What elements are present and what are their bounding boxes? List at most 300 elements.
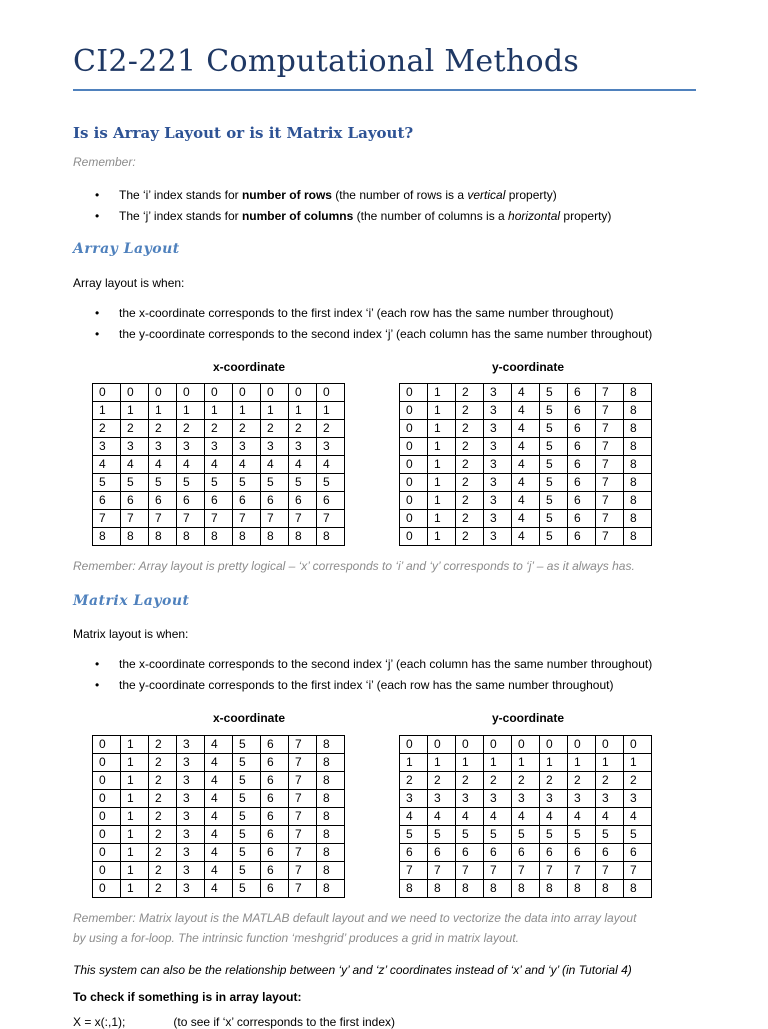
table-cell: 7 — [289, 862, 317, 880]
table-cell: 6 — [261, 808, 289, 826]
table-cell: 4 — [205, 736, 233, 754]
table-cell: 1 — [428, 456, 456, 474]
matrix-layout-heading: Matrix Layout — [73, 593, 190, 609]
table-cell: 2 — [317, 420, 345, 438]
table-cell: 7 — [289, 736, 317, 754]
table-cell: 0 — [93, 808, 121, 826]
table-cell: 2 — [289, 420, 317, 438]
code-line — [73, 1015, 395, 1029]
table-cell: 3 — [177, 772, 205, 790]
table-cell: 2 — [149, 880, 177, 898]
table-cell: 7 — [177, 510, 205, 528]
table-cell: 8 — [317, 790, 345, 808]
table-cell: 6 — [400, 844, 428, 862]
table-cell: 2 — [456, 402, 484, 420]
document-title: CI2-221 Computational Methods — [73, 44, 580, 79]
table-row — [93, 474, 345, 492]
table-cell: 1 — [289, 402, 317, 420]
table-cell: 6 — [568, 402, 596, 420]
table-cell: 8 — [624, 420, 652, 438]
matrix-x-caption: x-coordinate — [212, 711, 285, 725]
table-cell: 8 — [317, 528, 345, 546]
table-cell: 1 — [205, 402, 233, 420]
table-cell: 1 — [121, 736, 149, 754]
array-x-caption: x-coordinate — [212, 360, 285, 374]
table-cell: 6 — [568, 510, 596, 528]
table-cell: 5 — [233, 880, 261, 898]
table-cell: 1 — [121, 754, 149, 772]
table-cell: 2 — [456, 528, 484, 546]
table-cell: 7 — [289, 844, 317, 862]
table-cell: 4 — [177, 456, 205, 474]
table-cell: 8 — [400, 880, 428, 898]
table-row — [400, 808, 652, 826]
table-cell: 2 — [456, 474, 484, 492]
table-cell: 1 — [484, 754, 512, 772]
table-cell: 5 — [233, 754, 261, 772]
table-cell: 7 — [121, 510, 149, 528]
table-cell: 1 — [121, 790, 149, 808]
bullet-text: property) — [560, 209, 612, 223]
table-cell: 1 — [121, 862, 149, 880]
table-row — [400, 754, 652, 772]
table-cell: 4 — [624, 808, 652, 826]
table-cell: 2 — [456, 384, 484, 402]
table-cell: 2 — [93, 420, 121, 438]
table-cell: 5 — [624, 826, 652, 844]
table-row — [93, 510, 345, 528]
table-cell: 4 — [205, 772, 233, 790]
table-cell: 0 — [400, 492, 428, 510]
table-cell: 3 — [428, 790, 456, 808]
table-cell: 6 — [568, 438, 596, 456]
table-cell: 6 — [568, 420, 596, 438]
table-cell: 5 — [540, 492, 568, 510]
table-cell: 1 — [121, 808, 149, 826]
table-row — [93, 420, 345, 438]
table-cell: 1 — [428, 474, 456, 492]
table-cell: 1 — [428, 384, 456, 402]
table-cell: 0 — [400, 402, 428, 420]
bullet-text: (the number of columns is a — [353, 209, 509, 223]
table-cell: 6 — [456, 844, 484, 862]
table-cell: 3 — [205, 438, 233, 456]
table-row — [400, 790, 652, 808]
table-cell: 4 — [512, 808, 540, 826]
table-cell: 4 — [456, 808, 484, 826]
table-cell: 7 — [149, 510, 177, 528]
table-cell: 8 — [624, 492, 652, 510]
table-cell: 1 — [428, 528, 456, 546]
table-cell: 8 — [456, 880, 484, 898]
table-cell: 2 — [149, 420, 177, 438]
array-layout-bullets — [73, 303, 652, 345]
table-cell: 8 — [540, 880, 568, 898]
table-cell: 6 — [568, 528, 596, 546]
table-cell: 5 — [484, 826, 512, 844]
table-row — [400, 402, 652, 420]
table-cell: 8 — [205, 528, 233, 546]
system-note: This system can also be the relationship between ‘y’ and ‘z’ coordinates instead of ‘x’ and ‘y’ (in Tutorial 4) — [73, 963, 632, 977]
bullet-icon: • — [95, 209, 100, 223]
table-cell: 0 — [568, 736, 596, 754]
table-cell: 3 — [624, 790, 652, 808]
table-cell: 1 — [121, 880, 149, 898]
table-row — [400, 826, 652, 844]
table-row — [400, 862, 652, 880]
table-row — [93, 808, 345, 826]
check-heading: To check if something is in array layout: — [73, 990, 302, 1004]
array-y-table — [399, 383, 652, 546]
table-cell: 5 — [540, 528, 568, 546]
table-cell: 0 — [93, 384, 121, 402]
table-cell: 7 — [456, 862, 484, 880]
table-cell: 7 — [261, 510, 289, 528]
table-cell: 2 — [596, 772, 624, 790]
table-cell: 6 — [149, 492, 177, 510]
table-cell: 7 — [289, 772, 317, 790]
table-cell: 0 — [289, 384, 317, 402]
table-row — [400, 528, 652, 546]
table-cell: 5 — [121, 474, 149, 492]
table-cell: 6 — [261, 826, 289, 844]
list-item — [73, 303, 652, 324]
table-cell: 7 — [289, 826, 317, 844]
table-cell: 3 — [596, 790, 624, 808]
table-cell: 0 — [596, 736, 624, 754]
table-row — [93, 456, 345, 474]
table-cell: 0 — [624, 736, 652, 754]
table-cell: 2 — [456, 456, 484, 474]
table-cell: 3 — [177, 808, 205, 826]
table-cell: 5 — [93, 474, 121, 492]
table-cell: 8 — [233, 528, 261, 546]
list-item — [73, 324, 652, 345]
table-cell: 8 — [624, 528, 652, 546]
table-cell: 2 — [456, 772, 484, 790]
matrix-layout-intro: Matrix layout is when: — [73, 627, 189, 641]
table-cell: 0 — [400, 510, 428, 528]
bullet-icon: • — [95, 306, 100, 320]
table-cell: 4 — [540, 808, 568, 826]
table-row — [400, 880, 652, 898]
table-cell: 6 — [624, 844, 652, 862]
table-row — [400, 456, 652, 474]
bullet-text: the x-coordinate corresponds to the second index ‘j’ (each column has the same number throughout) — [119, 657, 653, 671]
bullet-text: the y-coordinate corresponds to the first index ‘i’ (each row has the same number throughout) — [119, 678, 614, 692]
table-cell: 8 — [624, 474, 652, 492]
table-row — [400, 844, 652, 862]
table-cell: 5 — [540, 384, 568, 402]
list-item — [73, 675, 652, 696]
table-cell: 4 — [512, 384, 540, 402]
table-cell: 2 — [568, 772, 596, 790]
table-cell: 4 — [205, 808, 233, 826]
table-cell: 3 — [456, 790, 484, 808]
table-cell: 1 — [121, 826, 149, 844]
table-cell: 5 — [540, 420, 568, 438]
table-cell: 4 — [512, 474, 540, 492]
table-cell: 4 — [289, 456, 317, 474]
table-cell: 8 — [177, 528, 205, 546]
table-cell: 6 — [93, 492, 121, 510]
array-layout-intro: Array layout is when: — [73, 276, 185, 290]
table-cell: 3 — [177, 754, 205, 772]
table-cell: 6 — [261, 880, 289, 898]
table-cell: 6 — [261, 754, 289, 772]
table-cell: 8 — [317, 772, 345, 790]
table-cell: 5 — [233, 862, 261, 880]
table-row — [93, 772, 345, 790]
table-cell: 3 — [484, 492, 512, 510]
table-cell: 7 — [512, 862, 540, 880]
table-cell: 8 — [149, 528, 177, 546]
table-cell: 5 — [261, 474, 289, 492]
table-cell: 1 — [568, 754, 596, 772]
table-cell: 3 — [568, 790, 596, 808]
table-cell: 3 — [484, 510, 512, 528]
table-cell: 0 — [261, 384, 289, 402]
table-cell: 7 — [596, 474, 624, 492]
table-cell: 1 — [121, 772, 149, 790]
table-cell: 3 — [484, 456, 512, 474]
table-row — [400, 772, 652, 790]
table-cell: 0 — [93, 754, 121, 772]
table-cell: 3 — [484, 790, 512, 808]
table-cell: 8 — [289, 528, 317, 546]
matrix-layout-note-line1: Remember: Matrix layout is the MATLAB default layout and we need to vectorize the data into array layout — [73, 911, 637, 925]
code-text: X = x(:,1); — [73, 1015, 126, 1029]
table-cell: 0 — [400, 438, 428, 456]
table-cell: 4 — [512, 528, 540, 546]
table-cell: 0 — [400, 456, 428, 474]
table-cell: 8 — [624, 456, 652, 474]
table-cell: 8 — [317, 862, 345, 880]
matrix-layout-bullets — [73, 654, 652, 696]
table-cell: 3 — [317, 438, 345, 456]
table-cell: 5 — [233, 790, 261, 808]
table-cell: 5 — [596, 826, 624, 844]
table-cell: 8 — [93, 528, 121, 546]
table-cell: 3 — [289, 438, 317, 456]
table-cell: 8 — [428, 880, 456, 898]
table-cell: 0 — [93, 844, 121, 862]
bullet-emphasis: horizontal — [508, 209, 561, 223]
table-cell: 4 — [121, 456, 149, 474]
remember-label: Remember: — [73, 155, 136, 169]
matrix-layout-note-line2: by using a for-loop. The intrinsic function ‘meshgrid’ produces a grid in matrix layout. — [73, 931, 519, 945]
table-cell: 4 — [596, 808, 624, 826]
table-cell: 1 — [428, 754, 456, 772]
table-cell: 2 — [400, 772, 428, 790]
table-row — [93, 402, 345, 420]
table-cell: 6 — [177, 492, 205, 510]
table-row — [93, 880, 345, 898]
table-row — [93, 826, 345, 844]
table-cell: 2 — [428, 772, 456, 790]
table-cell: 2 — [149, 808, 177, 826]
table-cell: 8 — [512, 880, 540, 898]
table-cell: 5 — [149, 474, 177, 492]
table-cell: 6 — [261, 844, 289, 862]
table-cell: 0 — [428, 736, 456, 754]
table-cell: 2 — [540, 772, 568, 790]
table-row — [400, 736, 652, 754]
table-cell: 8 — [624, 880, 652, 898]
table-cell: 3 — [400, 790, 428, 808]
table-cell: 5 — [205, 474, 233, 492]
table-cell: 0 — [93, 862, 121, 880]
table-cell: 3 — [484, 438, 512, 456]
table-cell: 1 — [121, 402, 149, 420]
table-cell: 8 — [317, 844, 345, 862]
table-cell: 7 — [289, 510, 317, 528]
table-cell: 4 — [205, 880, 233, 898]
table-cell: 2 — [456, 510, 484, 528]
table-cell: 1 — [233, 402, 261, 420]
table-cell: 7 — [596, 384, 624, 402]
table-cell: 6 — [233, 492, 261, 510]
table-cell: 4 — [400, 808, 428, 826]
table-cell: 5 — [233, 736, 261, 754]
table-cell: 7 — [596, 402, 624, 420]
table-cell: 5 — [540, 826, 568, 844]
table-cell: 1 — [512, 754, 540, 772]
table-cell: 2 — [121, 420, 149, 438]
array-x-table — [92, 383, 345, 546]
table-cell: 3 — [233, 438, 261, 456]
table-cell: 0 — [400, 420, 428, 438]
table-cell: 7 — [596, 438, 624, 456]
table-cell: 3 — [93, 438, 121, 456]
table-cell: 8 — [317, 880, 345, 898]
table-cell: 5 — [540, 510, 568, 528]
table-row — [93, 384, 345, 402]
table-cell: 8 — [624, 510, 652, 528]
table-cell: 6 — [568, 474, 596, 492]
table-cell: 5 — [317, 474, 345, 492]
table-cell: 8 — [317, 826, 345, 844]
table-row — [400, 474, 652, 492]
list-item — [73, 654, 652, 675]
table-cell: 7 — [540, 862, 568, 880]
table-cell: 2 — [456, 492, 484, 510]
table-cell: 0 — [540, 736, 568, 754]
table-cell: 0 — [205, 384, 233, 402]
table-cell: 4 — [512, 492, 540, 510]
table-cell: 1 — [428, 510, 456, 528]
table-cell: 6 — [568, 492, 596, 510]
table-row — [93, 438, 345, 456]
table-cell: 0 — [456, 736, 484, 754]
table-cell: 7 — [289, 754, 317, 772]
table-cell: 6 — [428, 844, 456, 862]
table-cell: 7 — [428, 862, 456, 880]
table-cell: 4 — [205, 844, 233, 862]
bullet-icon: • — [95, 678, 100, 692]
table-cell: 7 — [596, 528, 624, 546]
table-cell: 4 — [261, 456, 289, 474]
table-cell: 7 — [289, 808, 317, 826]
table-cell: 0 — [93, 790, 121, 808]
table-cell: 3 — [484, 420, 512, 438]
table-cell: 7 — [596, 492, 624, 510]
table-cell: 0 — [121, 384, 149, 402]
table-cell: 7 — [624, 862, 652, 880]
table-cell: 5 — [400, 826, 428, 844]
table-cell: 6 — [512, 844, 540, 862]
table-row — [93, 790, 345, 808]
table-cell: 6 — [568, 384, 596, 402]
table-cell: 6 — [261, 492, 289, 510]
table-cell: 4 — [93, 456, 121, 474]
title-underline — [73, 89, 696, 91]
table-cell: 8 — [317, 808, 345, 826]
table-cell: 6 — [261, 772, 289, 790]
list-item — [73, 185, 611, 206]
list-item — [73, 206, 611, 227]
table-cell: 3 — [512, 790, 540, 808]
table-cell: 6 — [484, 844, 512, 862]
table-row — [400, 510, 652, 528]
table-cell: 7 — [400, 862, 428, 880]
table-cell: 6 — [540, 844, 568, 862]
array-layout-heading: Array Layout — [73, 241, 180, 257]
table-cell: 8 — [317, 754, 345, 772]
table-cell: 2 — [205, 420, 233, 438]
table-cell: 1 — [317, 402, 345, 420]
table-cell: 7 — [289, 790, 317, 808]
table-cell: 7 — [289, 880, 317, 898]
table-cell: 8 — [568, 880, 596, 898]
table-cell: 4 — [568, 808, 596, 826]
table-cell: 2 — [261, 420, 289, 438]
table-cell: 8 — [484, 880, 512, 898]
table-cell: 8 — [317, 736, 345, 754]
table-row — [93, 754, 345, 772]
table-cell: 4 — [512, 510, 540, 528]
table-cell: 5 — [233, 826, 261, 844]
table-cell: 5 — [540, 456, 568, 474]
table-cell: 1 — [400, 754, 428, 772]
bullet-icon: • — [95, 327, 100, 341]
table-cell: 1 — [624, 754, 652, 772]
index-bullets — [73, 185, 611, 227]
table-cell: 2 — [149, 754, 177, 772]
table-cell: 4 — [233, 456, 261, 474]
table-cell: 3 — [540, 790, 568, 808]
table-cell: 0 — [177, 384, 205, 402]
table-cell: 6 — [568, 456, 596, 474]
table-cell: 3 — [261, 438, 289, 456]
bullet-text: The ‘i’ index stands for — [119, 188, 242, 202]
table-cell: 7 — [596, 420, 624, 438]
table-cell: 0 — [93, 880, 121, 898]
table-cell: 3 — [484, 384, 512, 402]
table-cell: 4 — [512, 456, 540, 474]
table-cell: 0 — [93, 736, 121, 754]
table-cell: 5 — [289, 474, 317, 492]
table-cell: 3 — [484, 402, 512, 420]
table-cell: 2 — [512, 772, 540, 790]
bullet-text: The ‘j’ index stands for — [119, 209, 242, 223]
table-cell: 5 — [177, 474, 205, 492]
table-cell: 1 — [428, 492, 456, 510]
table-cell: 3 — [177, 880, 205, 898]
table-cell: 2 — [149, 826, 177, 844]
table-cell: 5 — [233, 808, 261, 826]
table-cell: 4 — [205, 456, 233, 474]
